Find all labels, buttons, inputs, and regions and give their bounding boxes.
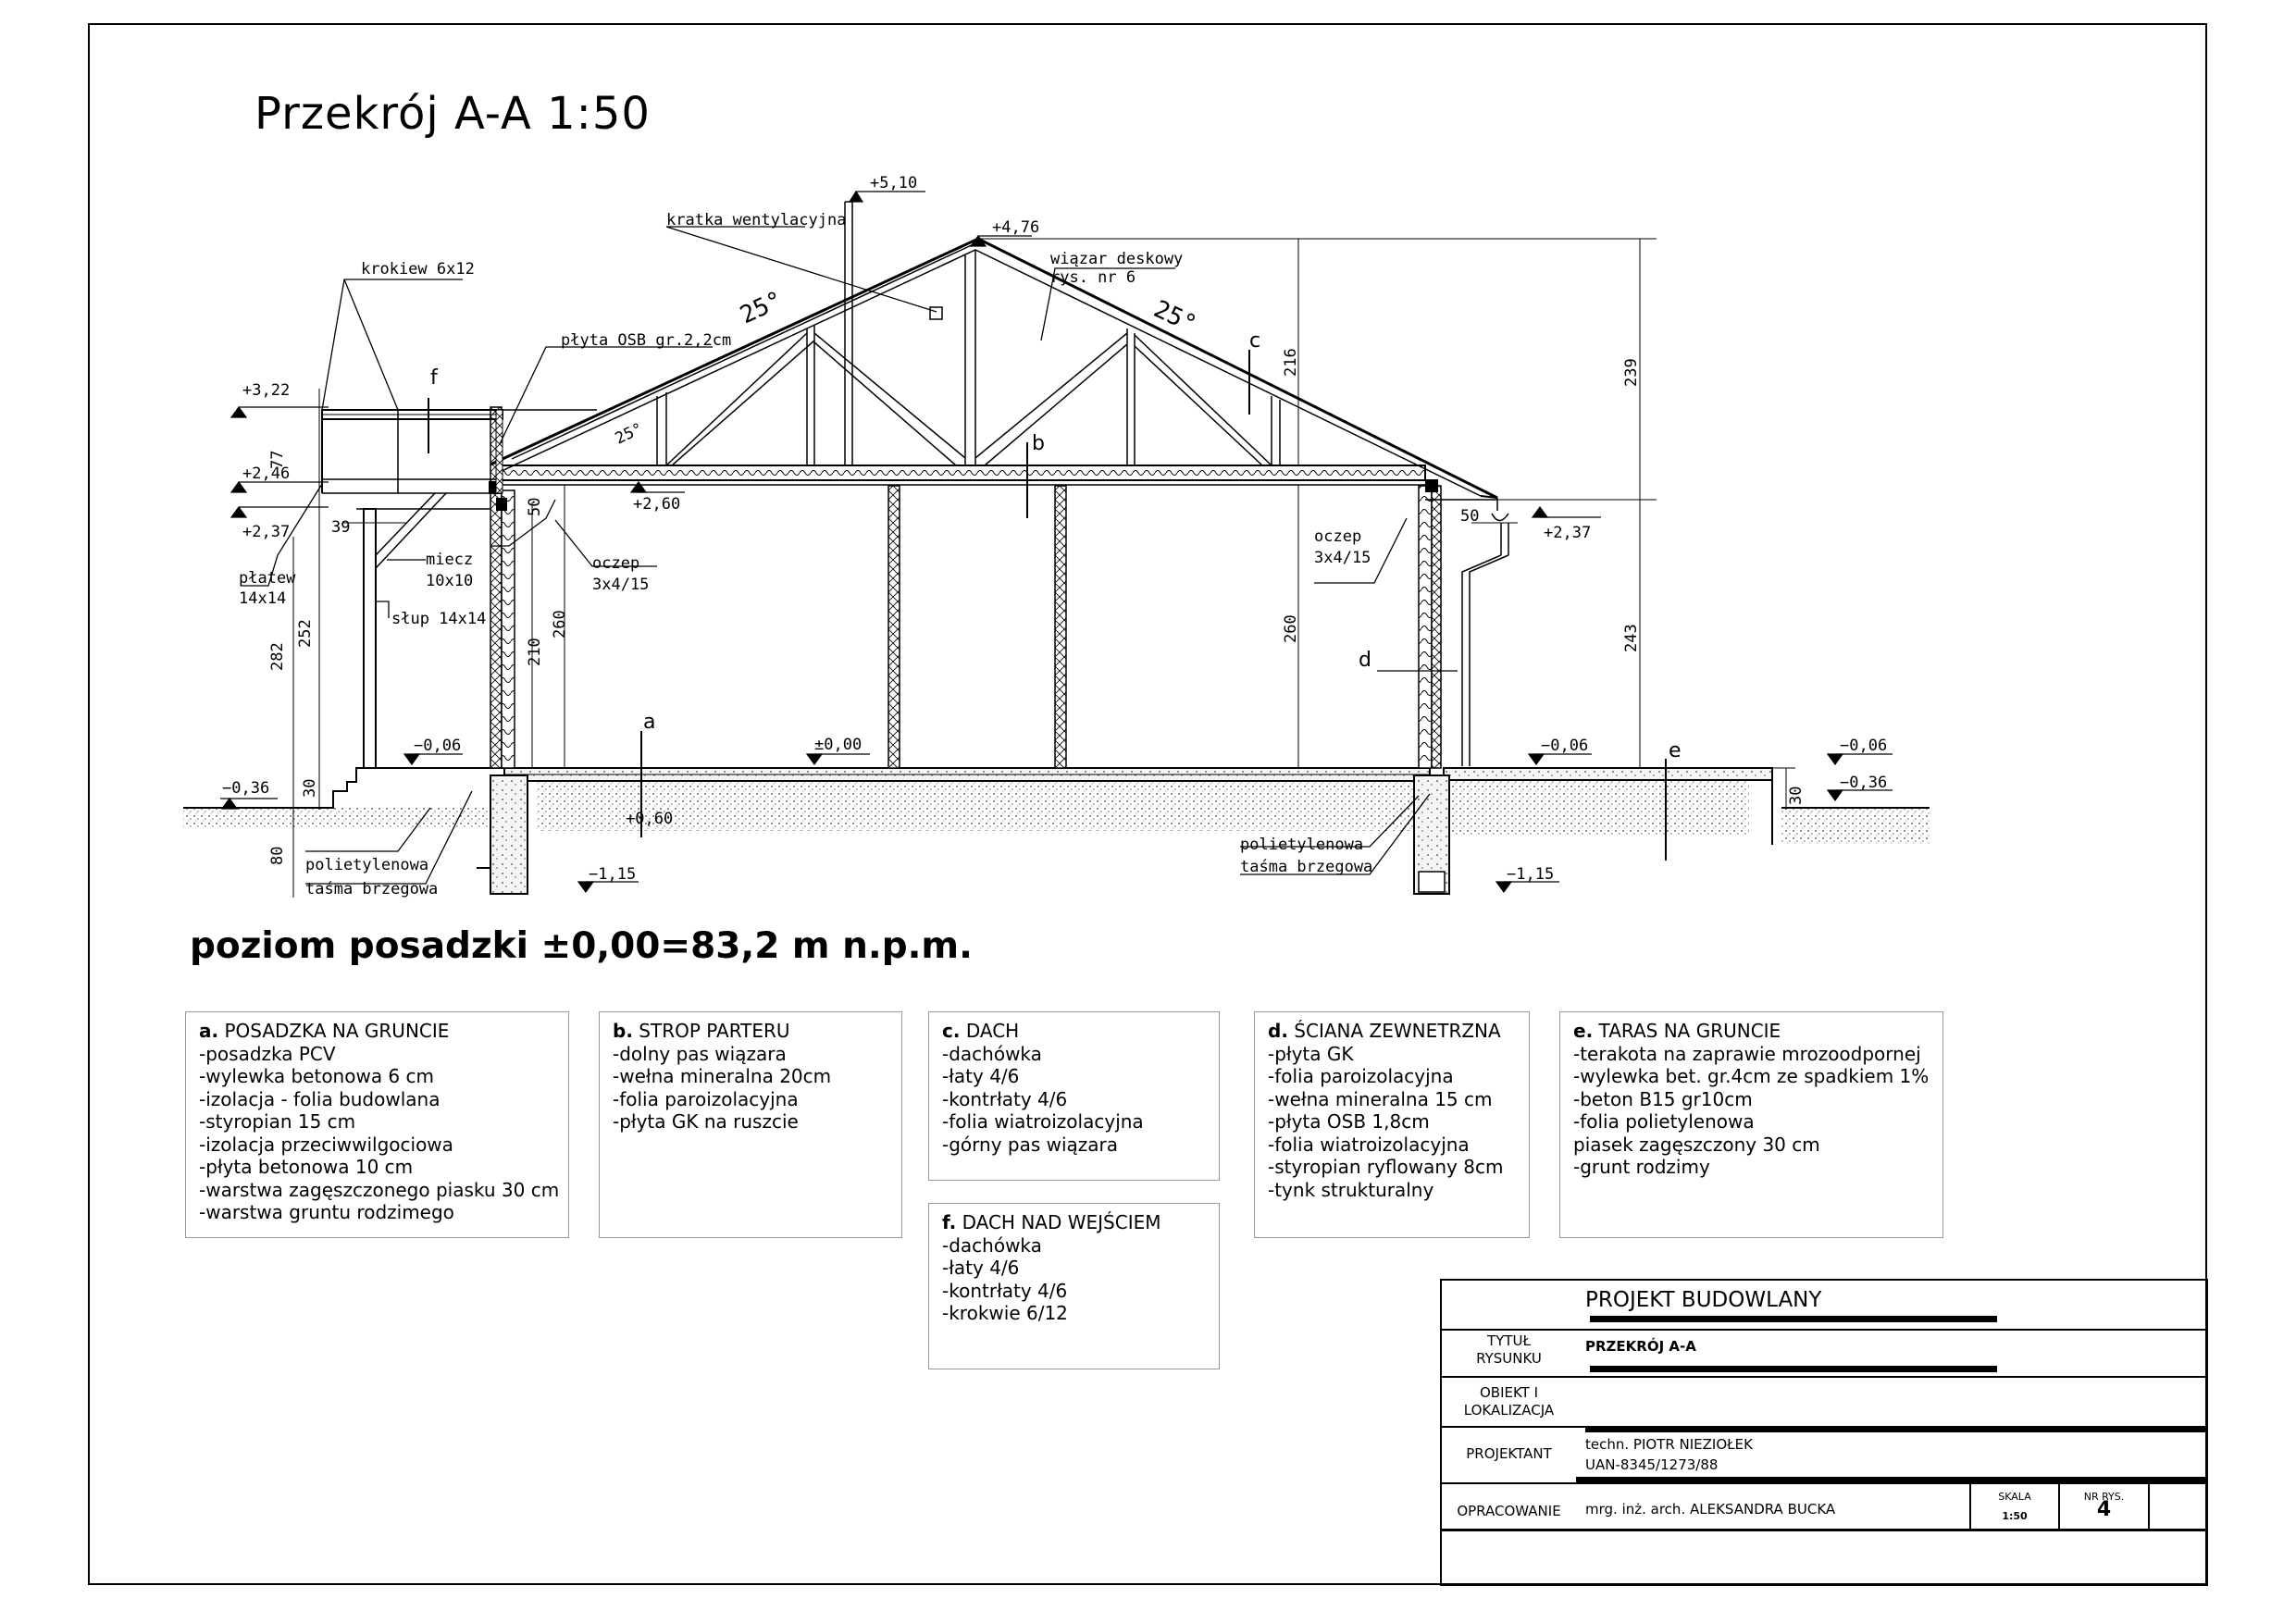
spec-f-item: -łaty 4/6 bbox=[942, 1257, 1020, 1279]
oczep-left-label: oczep bbox=[592, 554, 640, 573]
level-m115-left: −1,15 bbox=[589, 865, 637, 884]
kratka-label: kratka wentylacyjna bbox=[666, 211, 847, 229]
sheet-value: 4 bbox=[2096, 1498, 2112, 1521]
spec-b-item: -płyta GK na ruszcie bbox=[613, 1110, 799, 1133]
spec-e-title: TARAS NA GRUNCIE bbox=[1598, 1020, 1781, 1042]
title-block-bar bbox=[1590, 1366, 1997, 1372]
dim-30-right: 30 bbox=[1787, 786, 1806, 805]
spec-c-item: -folia wiatroizolacyjna bbox=[942, 1110, 1144, 1133]
level-foundation: +0,60 bbox=[626, 810, 674, 828]
level-m036-left: −0,36 bbox=[222, 779, 270, 798]
section-mark-d: d bbox=[1359, 649, 1371, 672]
spec-box-f bbox=[928, 1203, 1220, 1369]
miecz-label: miecz bbox=[426, 551, 474, 569]
dim-80: 80 bbox=[268, 846, 287, 865]
spec-a-item: -izolacja - folia budowlana bbox=[199, 1087, 441, 1110]
title-block-bar bbox=[1590, 1316, 1997, 1322]
platew-label: płatew bbox=[239, 569, 296, 588]
section-mark-a: a bbox=[643, 711, 656, 734]
spec-box-c bbox=[928, 1011, 1220, 1181]
spec-d-title: ŚCIANA ZEWNETRZNA bbox=[1294, 1020, 1501, 1042]
spec-d-item: -tynk strukturalny bbox=[1268, 1178, 1434, 1201]
section-mark-b: b bbox=[1032, 432, 1045, 455]
title-block-vdivider bbox=[2148, 1484, 2150, 1529]
spec-e-item: -terakota na zaprawie mrozoodpornej bbox=[1573, 1042, 1921, 1065]
level-m006-left: −0,06 bbox=[414, 737, 462, 755]
spec-b-letter: b. bbox=[613, 1020, 633, 1042]
spec-a-item: -warstwa zagęszczonego piasku 30 cm bbox=[199, 1178, 560, 1201]
spec-a-title: POSADZKA NA GRUNCIE bbox=[224, 1020, 450, 1042]
chimney bbox=[845, 202, 942, 465]
spec-e-item: piasek zagęszczony 30 cm bbox=[1573, 1133, 1820, 1156]
spec-a-heading bbox=[199, 1020, 555, 1043]
spec-d-item: -wełna mineralna 15 cm bbox=[1268, 1087, 1493, 1110]
dim-243: 243 bbox=[1622, 624, 1641, 652]
spec-d-item: -płyta GK bbox=[1268, 1042, 1354, 1065]
ground-soil bbox=[183, 780, 1930, 845]
krokiew-label: krokiew 6x12 bbox=[361, 260, 475, 279]
scale-value: 1:50 bbox=[2002, 1510, 2028, 1522]
spec-f-item: -krokwie 6/12 bbox=[942, 1302, 1068, 1324]
spec-b-heading bbox=[613, 1020, 888, 1043]
spec-a-item: -posadzka PCV bbox=[199, 1042, 336, 1065]
spec-a-item: -wylewka betonowa 6 cm bbox=[199, 1065, 434, 1087]
title-block-bar bbox=[1442, 1529, 2206, 1531]
spec-c-item: -kontrłaty 4/6 bbox=[942, 1087, 1068, 1110]
level-246: +2,46 bbox=[242, 465, 291, 483]
spec-f-item: -kontrłaty 4/6 bbox=[942, 1279, 1068, 1302]
spec-e-item: -grunt rodzimy bbox=[1573, 1156, 1710, 1178]
level-237-left: +2,37 bbox=[242, 523, 291, 541]
spec-f-letter: f. bbox=[942, 1211, 957, 1233]
spec-e-item: -beton B15 gr10cm bbox=[1573, 1087, 1753, 1110]
polietylenowa-left-label: polietylenowa bbox=[305, 856, 429, 874]
dim-50-right: 50 bbox=[1460, 507, 1480, 526]
roof-angle-right: 25° bbox=[1149, 295, 1201, 340]
spec-c-heading bbox=[942, 1020, 1206, 1043]
platew-size-label: 14x14 bbox=[239, 589, 287, 608]
spec-a-item: -płyta betonowa 10 cm bbox=[199, 1156, 414, 1178]
dim-50-left: 50 bbox=[526, 497, 544, 516]
level-zero: ±0,00 bbox=[814, 736, 863, 754]
dim-239: 239 bbox=[1622, 358, 1641, 387]
title-value: PRZEKRÓJ A-A bbox=[1585, 1338, 1696, 1355]
floor-level-note: poziom posadzki ±0,00=83,2 m n.p.m. bbox=[190, 925, 973, 967]
oczep-left-size-label: 3x4/15 bbox=[592, 576, 650, 594]
wiazar-label: wiązar deskowy bbox=[1050, 250, 1184, 268]
spec-d-item: -styropian ryflowany 8cm bbox=[1268, 1156, 1504, 1178]
oczep-right-label: oczep bbox=[1314, 527, 1362, 546]
dim-216: 216 bbox=[1282, 348, 1300, 377]
title-block-divider bbox=[1442, 1426, 2206, 1428]
dim-260-right: 260 bbox=[1282, 614, 1300, 643]
spec-d-heading bbox=[1268, 1020, 1516, 1043]
spec-box-b bbox=[599, 1011, 902, 1238]
oczep-right-size-label: 3x4/15 bbox=[1314, 549, 1371, 567]
title-block-project: PROJEKT BUDOWLANY bbox=[1585, 1288, 1822, 1312]
level-m036-far-right: −0,36 bbox=[1840, 774, 1888, 792]
level-m006-far-right: −0,06 bbox=[1840, 737, 1888, 755]
sheet-label: NR RYS. bbox=[2083, 1491, 2125, 1503]
tasma-left-label: taśma brzegowa bbox=[305, 880, 439, 898]
title-label: TYTUŁ RYSUNKU bbox=[1476, 1332, 1542, 1367]
prepared-label: OPRACOWANIE bbox=[1457, 1503, 1561, 1519]
spec-d-item: -folia wiatroizolacyjna bbox=[1268, 1133, 1470, 1156]
title-block-divider bbox=[1442, 1482, 2206, 1484]
section-mark-c: c bbox=[1249, 329, 1261, 353]
spec-e-item: -folia polietylenowa bbox=[1573, 1110, 1755, 1133]
spec-f-heading bbox=[942, 1211, 1206, 1234]
polietylenowa-right-label: polietylenowa bbox=[1240, 836, 1364, 854]
roof-angle-left: 25° bbox=[736, 286, 788, 330]
designer-name: techn. PIOTR NIEZIOŁEK bbox=[1585, 1436, 1753, 1453]
spec-b-item: -wełna mineralna 20cm bbox=[613, 1065, 832, 1087]
spec-a-item: -styropian 15 cm bbox=[199, 1110, 356, 1133]
spec-d-letter: d. bbox=[1268, 1020, 1288, 1042]
level-m115-right: −1,15 bbox=[1507, 865, 1555, 884]
title-block bbox=[1440, 1279, 2208, 1586]
drawing-title: Przekrój A-A 1:50 bbox=[254, 88, 651, 140]
ceiling bbox=[500, 465, 1430, 485]
tasma-right-label: taśma brzegowa bbox=[1240, 858, 1373, 876]
spec-e-letter: e. bbox=[1573, 1020, 1594, 1042]
level-322: +3,22 bbox=[242, 381, 291, 400]
object-label: OBIEKT I LOKALIZACJA bbox=[1463, 1384, 1555, 1419]
spec-d-item: -folia paroizolacyjna bbox=[1268, 1065, 1454, 1087]
dim-282: 282 bbox=[268, 642, 287, 671]
level-237-right: +2,37 bbox=[1544, 524, 1592, 542]
title-block-divider bbox=[1442, 1329, 2206, 1331]
miecz-size-label: 10x10 bbox=[426, 572, 474, 590]
spec-e-heading bbox=[1573, 1020, 1930, 1043]
wiazar-ref-label: rys. nr 6 bbox=[1050, 268, 1136, 287]
level-m006-right: −0,06 bbox=[1541, 737, 1589, 755]
spec-b-item: -dolny pas wiązara bbox=[613, 1042, 787, 1065]
section-mark-f: f bbox=[430, 366, 438, 390]
spec-a-item: -warstwa gruntu rodzimego bbox=[199, 1201, 454, 1223]
level-chimney: +5,10 bbox=[870, 174, 918, 192]
spec-a-letter: a. bbox=[199, 1020, 219, 1042]
spec-a-item: -izolacja przeciwwilgociowa bbox=[199, 1133, 453, 1156]
designer-number: UAN-8345/1273/88 bbox=[1585, 1456, 1719, 1473]
section-mark-e: e bbox=[1669, 739, 1682, 762]
spec-c-item: -łaty 4/6 bbox=[942, 1065, 1020, 1087]
spec-c-item: -dachówka bbox=[942, 1042, 1042, 1065]
dim-30-left: 30 bbox=[301, 778, 319, 798]
spec-e-item: -wylewka bet. gr.4cm ze spadkiem 1% bbox=[1573, 1065, 1930, 1087]
scale-label: SKALA bbox=[1998, 1491, 2031, 1503]
spec-b-title: STROP PARTERU bbox=[639, 1020, 790, 1042]
slup-label: słup 14x14 bbox=[391, 610, 487, 628]
dim-210: 210 bbox=[526, 638, 544, 666]
spec-f-item: -dachówka bbox=[942, 1233, 1042, 1257]
osb-label: płyta OSB gr.2,2cm bbox=[561, 331, 732, 350]
spec-b-item: -folia paroizolacyjna bbox=[613, 1087, 799, 1110]
spec-c-letter: c. bbox=[942, 1020, 961, 1042]
dim-252: 252 bbox=[296, 619, 315, 648]
level-ridge: +4,76 bbox=[992, 218, 1040, 237]
designer-label: PROJEKTANT bbox=[1466, 1445, 1552, 1462]
spec-c-item: -górny pas wiązara bbox=[942, 1133, 1119, 1156]
dim-77: 77 bbox=[268, 450, 287, 469]
level-260: +2,60 bbox=[633, 495, 681, 514]
prepared-name: mrg. inż. arch. ALEKSANDRA BUCKA bbox=[1585, 1501, 1836, 1518]
spec-c-title: DACH bbox=[965, 1020, 1020, 1042]
eave-angle: 25° bbox=[612, 419, 646, 449]
spec-d-item: -płyta OSB 1,8cm bbox=[1268, 1110, 1430, 1133]
dim-39: 39 bbox=[331, 518, 351, 537]
gutter bbox=[1462, 514, 1508, 766]
spec-box-d bbox=[1254, 1011, 1530, 1238]
spec-box-a bbox=[185, 1011, 569, 1238]
title-block-divider bbox=[1442, 1376, 2206, 1378]
spec-box-e bbox=[1559, 1011, 1943, 1238]
dim-260-left: 260 bbox=[551, 610, 569, 638]
spec-f-title: DACH NAD WEJŚCIEM bbox=[962, 1211, 1161, 1233]
